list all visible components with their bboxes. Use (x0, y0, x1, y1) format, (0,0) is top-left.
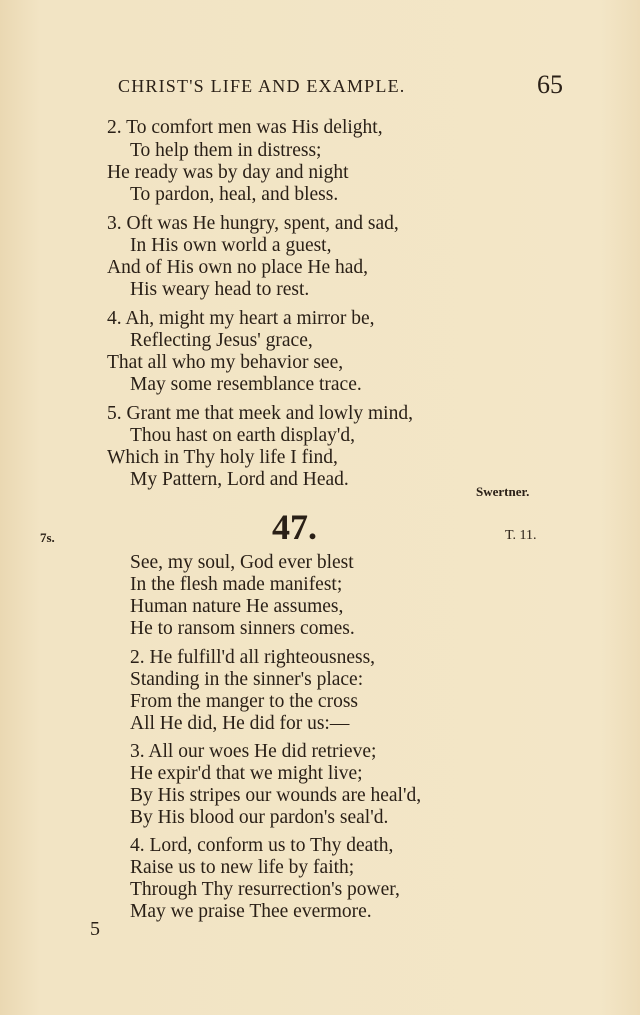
stanza-line: He expir'd that we might live; (130, 763, 363, 784)
stanza-line: May some resemblance trace. (130, 374, 362, 395)
author-attribution: Swertner. (476, 484, 530, 499)
stanza-line: Which in Thy holy life I find, (107, 447, 338, 468)
stanza-line: And of His own no place He had, (107, 257, 369, 278)
signature-mark: 5 (90, 918, 100, 940)
stanza-line: 2. He fulfill'd all righteousness, (130, 647, 376, 668)
stanza-line: From the manger to the cross (130, 691, 358, 712)
stanza-line: All He did, He did for us:— (130, 713, 350, 734)
stanza-line: 2. To comfort men was His delight, (107, 117, 383, 138)
stanza-line: 3. Oft was He hungry, spent, and sad, (107, 213, 399, 234)
stanza-line: Through Thy resurrection's power, (130, 879, 400, 900)
stanza-line: My Pattern, Lord and Head. (130, 469, 349, 490)
stanza-line: In the flesh made manifest; (130, 574, 343, 595)
hymn-number: 47. (272, 507, 317, 547)
stanza-line: May we praise Thee evermore. (130, 901, 372, 922)
stanza-line: 4. Lord, conform us to Thy death, (130, 835, 394, 856)
page-number: 65 (537, 70, 563, 99)
stanza-line: Human nature He assumes, (130, 596, 344, 617)
stanza-line: He ready was by day and night (107, 162, 349, 183)
stanza-line: To help them in distress; (130, 140, 322, 161)
stanza-line: Thou hast on earth display'd, (130, 425, 356, 446)
stanza-line: That all who my behavior see, (107, 352, 344, 373)
stanza-line: See, my soul, God ever blest (130, 552, 354, 573)
stanza-line: 3. All our woes He did retrieve; (130, 741, 377, 762)
stanza-line: In His own world a guest, (130, 235, 332, 256)
stanza-line: Standing in the sinner's place: (130, 669, 364, 690)
stanza-line: Reflecting Jesus' grace, (130, 330, 313, 351)
stanza-line: Raise us to new life by faith; (130, 857, 355, 878)
stanza-line: 4. Ah, might my heart a mirror be, (107, 308, 375, 329)
header-title: CHRIST'S LIFE AND EXAMPLE. (118, 76, 406, 96)
running-header (118, 72, 563, 102)
stanza-line: His weary head to rest. (130, 279, 310, 300)
stanza-line: 5. Grant me that meek and lowly mind, (107, 403, 413, 424)
meter-mark: 7s. (40, 530, 55, 545)
stanza-line: To pardon, heal, and bless. (130, 184, 339, 205)
stanza-line: By His blood our pardon's seal'd. (130, 807, 389, 828)
stanza-line: He to ransom sinners comes. (130, 618, 355, 639)
tune-reference: T. 11. (505, 528, 537, 543)
stanza-line: By His stripes our wounds are heal'd, (130, 785, 422, 806)
